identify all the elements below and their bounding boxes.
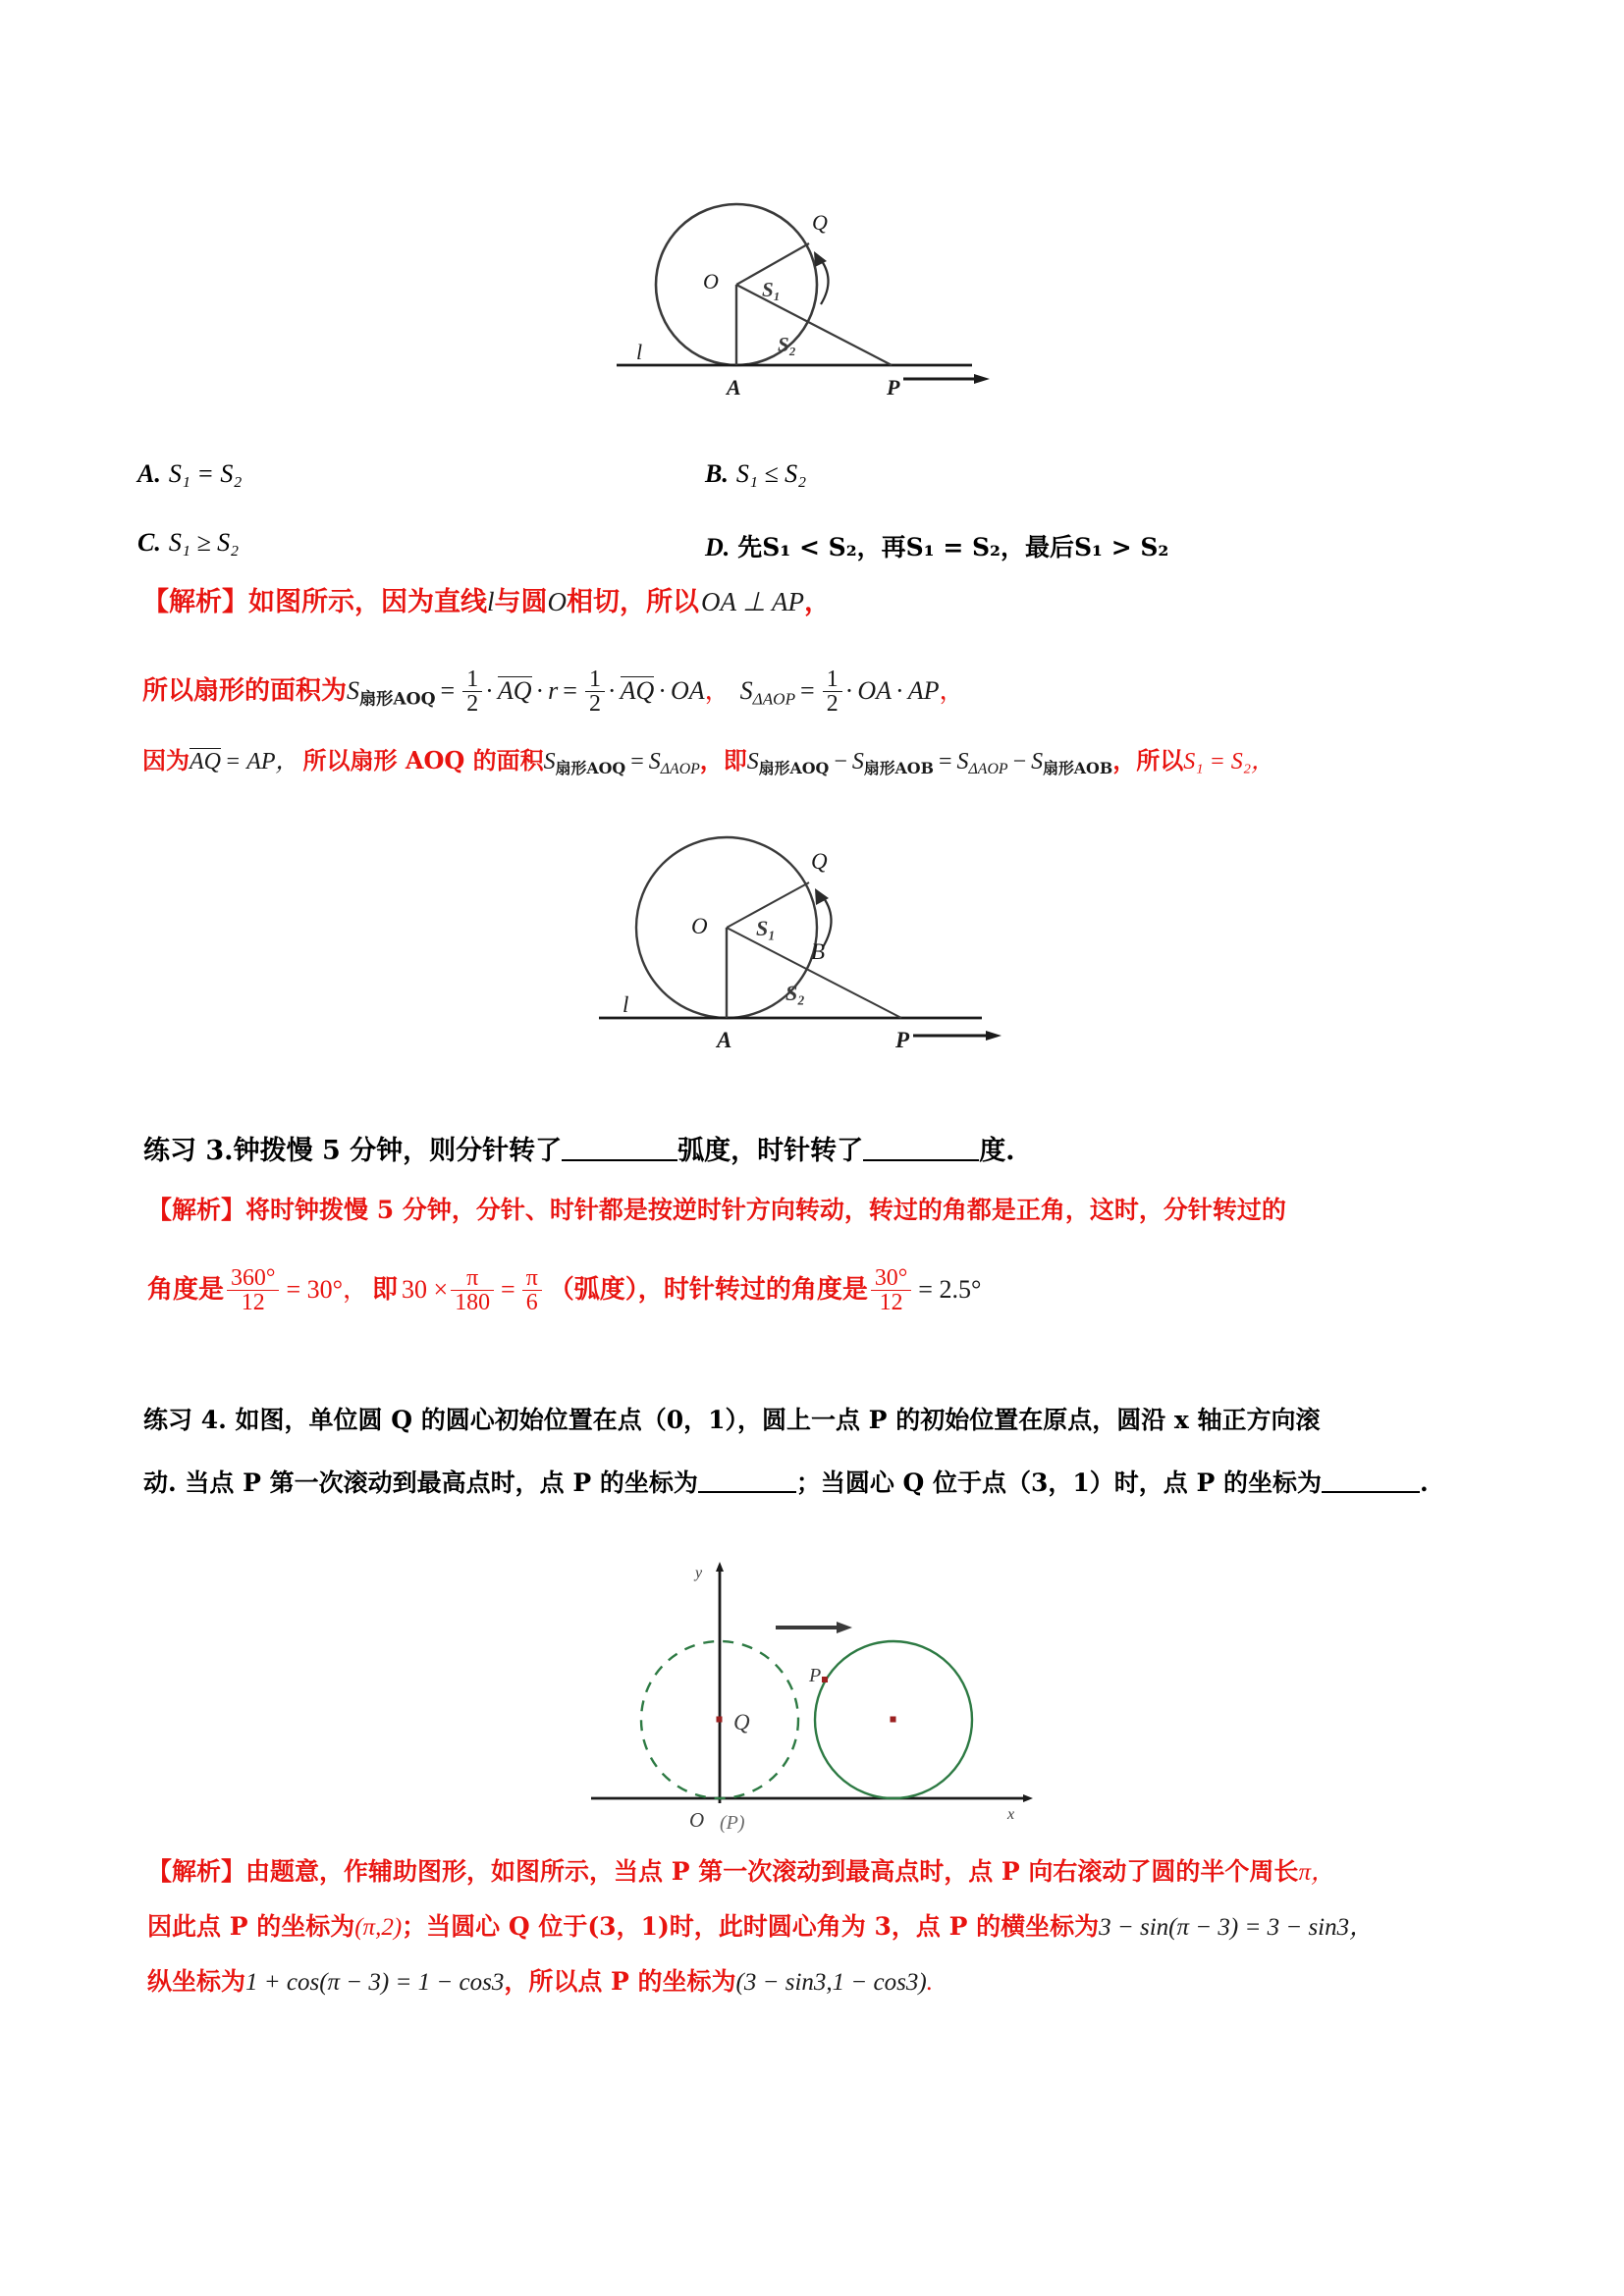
solution-1-line3-s5: S [956, 749, 969, 774]
frac-half2-den: 2 [585, 691, 605, 716]
solution-1-line-1 [142, 589, 831, 615]
solution-4-line-2 [147, 1914, 1374, 1940]
solution-1-line2-dot: · [485, 675, 494, 705]
figure-1-label-O: O [703, 269, 719, 294]
exercise-4-blank-2[interactable] [1322, 1467, 1420, 1493]
solution-1-line1-l: l [487, 587, 495, 616]
solution-1-line1-comma: ， [804, 587, 832, 617]
option-D-text: 先S₁ < S₂，再S₁ = S₂，最后S₁ > S₂ [737, 533, 1169, 561]
frac-pi6-den: 6 [522, 1290, 542, 1314]
figure-1-label-S1: S₁ [762, 278, 782, 301]
solution-1-line3-b: 所以扇形 AOQ 的面积 [302, 746, 544, 774]
solution-1-line3-s1: S [543, 749, 556, 774]
option-B-label: B. [705, 459, 729, 488]
solution-1-line1-a: 如图所示，因为直线 [248, 587, 487, 617]
solution-1-line3-concl: S₁ = S₂， [1183, 749, 1275, 774]
solution-1-line3-minus2: − [1012, 749, 1027, 774]
solution-4-line3-math1: 1 + cos(π − 3) = 1 − cos3 [245, 1969, 505, 1996]
frac-half3-num: 1 [826, 667, 839, 692]
frac-30-num: 30° [874, 1265, 908, 1291]
frac-30-den: 12 [871, 1290, 911, 1314]
frac-half2-num: 1 [588, 667, 601, 692]
solution-1-line2-dot4: · [658, 675, 667, 705]
solution-4-line3-a: 纵坐标为 [147, 1967, 246, 1996]
solution-1-line3-arc: AQ [189, 749, 221, 774]
solution-1-line3-c: ，即 [699, 746, 747, 774]
solution-1-line2-arc: AQ [497, 675, 532, 705]
solution-1-line2-dot3: · [607, 675, 617, 705]
solution-1-line2-dot2: · [535, 675, 545, 705]
figure-1-svg [609, 187, 1001, 412]
figure-2-label-P: P [895, 1028, 910, 1052]
solution-1-line3-eq: = AP， [225, 749, 299, 774]
solution-4-tag: 【解析】 [147, 1857, 246, 1886]
figure-2-svg [589, 820, 1021, 1075]
exercise-4-blank-1[interactable] [698, 1467, 796, 1493]
solution-1-line1-math: OA ⊥ AP [701, 587, 805, 616]
solution-3-line-1 [147, 1198, 1286, 1223]
solution-1-line3-d: ，所以 [1112, 746, 1184, 774]
solution-3-eq3: = 2.5° [918, 1274, 982, 1304]
figure-2-label-S2: S₂ [785, 981, 805, 1005]
exercise-3-prompt [143, 1133, 1015, 1164]
figure-3-svg [579, 1556, 1041, 1845]
frac-pi180-den: 180 [451, 1290, 494, 1314]
exercise-3-title-a: 练习 3.钟拨慢 5 分钟，则分针转了 [143, 1136, 563, 1166]
solution-1-line3-minus: − [834, 749, 847, 774]
solution-1-line2-dot6: · [895, 675, 904, 705]
figure-3-label-y: y [695, 1565, 703, 1581]
option-C-text: S₁ ≥ S₂ [168, 528, 240, 557]
solution-1-line2-r: r [548, 675, 559, 705]
option-D-label: D. [705, 533, 731, 561]
solution-1-tag: 【解析】 [142, 587, 248, 617]
solution-1-line3-sub1: 扇形AOQ [555, 759, 626, 778]
solution-4-line1: 由题意，作辅助图形，如图所示，当点 P 第一次滚动到最高点时，点 P 向右滚动了圆的半个周长 [245, 1857, 1299, 1886]
exercise-4-line1: 练习 4. 如图，单位圆 Q 的圆心初始位置在点（0，1），圆上一点 P 的初始位置在原点，圆沿 x 轴正方向滚 [143, 1406, 1321, 1434]
solution-1-line3-sub3: 扇形AOQ [758, 759, 830, 778]
solution-4-line2-pi2: (π,2) [354, 1914, 403, 1941]
solution-3-ji: 即 [372, 1274, 399, 1305]
solution-3-eq2: = [501, 1274, 515, 1304]
figure-2-tangent-circle-with-B [589, 820, 1021, 1080]
exercise-3-blank-1[interactable] [562, 1133, 677, 1161]
exercise-3-title-c: 度. [979, 1136, 1015, 1166]
solution-1-line3-s4: S [851, 749, 864, 774]
solution-3-line-2 [147, 1266, 981, 1315]
figure-2-label-B: B [811, 939, 826, 964]
figure-1-label-P: P [887, 375, 900, 400]
figure-3-label-origin-P: (P) [720, 1812, 745, 1834]
frac-360-num: 360° [231, 1265, 276, 1291]
solution-1-line3-sub6: 扇形AOB [1043, 759, 1113, 778]
solution-1-line3-eq2: = [630, 749, 644, 774]
figure-3-label-Q: Q [733, 1710, 750, 1735]
solution-1-line1-b: 与圆 [494, 587, 548, 617]
option-C-label: C. [137, 528, 161, 557]
solution-3-thirty: 30 × [402, 1274, 449, 1304]
figure-3-rolling-circle [579, 1556, 1041, 1850]
solution-1-line3-sub2: ΔAOP [660, 761, 700, 778]
solution-1-line2-s1: S [347, 675, 360, 705]
exercise-4-line2-b: ；当圆心 Q 位于点（3，1）时，点 P 的坐标为 [795, 1468, 1323, 1497]
figure-1-label-Q: Q [812, 210, 828, 235]
figure-3-center-dot-2 [891, 1717, 896, 1723]
solution-1-line2-eq2: = [563, 675, 577, 705]
solution-1-line2-sub1: 扇形AOQ [359, 689, 436, 710]
solution-3-eq30: = 30°， [286, 1274, 368, 1304]
solution-1-line3-sub5: ΔAOP [968, 761, 1008, 778]
exercise-4-prompt-line-2 [143, 1467, 1429, 1496]
solution-4-line3-math2: (3 − sin3,1 − cos3) [735, 1969, 927, 1996]
solution-4-line2-a: 因此点 P 的坐标为 [147, 1912, 355, 1941]
option-A-text: S₁ = S₂ [168, 459, 243, 488]
solution-1-line1-c: 相切，所以 [567, 587, 700, 617]
solution-1-line2-s2: S [739, 675, 753, 705]
solution-3-line1: 将时钟拨慢 5 分钟，分针、时针都是按逆时针方向转动，转过的角都是正角，这时，分针转过的 [245, 1196, 1286, 1224]
exercise-3-title-b: 弧度，时针转了 [677, 1136, 864, 1166]
figure-2-label-S1: S₁ [756, 916, 776, 940]
solution-1-line2-dot5: · [844, 675, 854, 705]
solution-3-hour-text: 时针转过的角度是 [663, 1274, 868, 1305]
solution-3-tag: 【解析】 [147, 1196, 246, 1224]
solution-1-line3-a: 因为 [142, 746, 189, 774]
figure-1-label-A: A [727, 375, 741, 400]
frac-half-den: 2 [462, 691, 482, 716]
figure-1-tangent-circle [609, 187, 1001, 417]
option-B[interactable] [705, 459, 806, 489]
frac-half3-den: 2 [823, 691, 842, 716]
figure-2-label-l: l [623, 992, 629, 1017]
solution-3-line2-a: 角度是 [147, 1274, 225, 1305]
solution-1-line2-eq: = [440, 675, 456, 705]
solution-1-line1-o: O [547, 587, 568, 616]
frac-half-num: 1 [466, 667, 479, 692]
exercise-4-line2-a: 动. 当点 P 第一次滚动到最高点时，点 P 的坐标为 [143, 1468, 698, 1497]
frac-360-den: 12 [227, 1290, 279, 1314]
solution-4-line2-math: 3 − sin(π − 3) = 3 − sin3， [1099, 1914, 1375, 1941]
solution-4-line3-c: . [926, 1969, 933, 1996]
solution-4-line-1 [147, 1859, 1335, 1885]
solution-4-line-3 [147, 1969, 933, 1995]
figure-2-label-Q: Q [811, 849, 828, 874]
solution-1-line2-arc2: AQ [620, 675, 655, 705]
frac-pi180-num: π [466, 1265, 479, 1291]
option-B-text: S₁ ≤ S₂ [735, 459, 807, 488]
solution-1-line3-s3: S [746, 749, 759, 774]
figure-3-point-p-dot [822, 1677, 828, 1682]
solution-1-line2-eq3: = [800, 675, 815, 705]
solution-1-line-3 [142, 748, 1274, 777]
solution-4-line3-b: ，所以点 P 的坐标为 [504, 1967, 736, 1996]
option-C[interactable] [137, 528, 239, 558]
solution-1-line3-eq3: = [938, 749, 952, 774]
solution-1-line3-sub4: 扇形AOB [863, 759, 934, 778]
figure-3-label-P: P [809, 1665, 822, 1686]
exercise-4-prompt-line-1 [143, 1408, 1321, 1433]
solution-1-line3-s2: S [648, 749, 661, 774]
solution-1-line2-a: 所以扇形的面积为 [142, 675, 348, 706]
figure-2-label-O: O [691, 914, 708, 938]
exercise-4-line2-c: . [1420, 1468, 1429, 1497]
figure-2-label-A: A [717, 1028, 732, 1052]
figure-3-center-q-dot [717, 1717, 723, 1723]
figure-3-label-x: x [1007, 1806, 1015, 1823]
frac-pi6-num: π [525, 1265, 538, 1291]
exercise-3-blank-2[interactable] [863, 1133, 979, 1161]
solution-1-line2-oa2: OA [857, 675, 893, 705]
option-A-label: A. [137, 459, 161, 488]
solution-4-line1-pi: π， [1298, 1859, 1335, 1886]
option-D[interactable] [705, 528, 1168, 563]
solution-3-radian: （弧度）， [548, 1274, 664, 1305]
option-A[interactable] [137, 459, 242, 489]
figure-1-label-l: l [636, 340, 643, 364]
solution-1-line2-ap: AP [907, 675, 940, 705]
solution-1-line2-sub2: ΔAOP [752, 689, 796, 709]
solution-4-line2-b: ；当圆心 Q 位于(3，1)时，此时圆心角为 3，点 P 的横坐标为 [402, 1912, 1100, 1941]
figure-1-label-S2: S₂ [778, 333, 797, 356]
solution-1-line-2: 所以扇形的面积为$S_{扇形AOQ}$ = $\frac{1}{2}$ · AQ · r = $\frac{1}{2}$ · AQ · OA， $S_{\Delta AOP}$ = $\frac{1}{2}$ · OA · AP， [142, 667, 965, 718]
solution-1-line2-oa: OA [670, 675, 705, 705]
figure-3-label-O: O [689, 1808, 705, 1832]
solution-1-line3-s6: S [1031, 749, 1044, 774]
